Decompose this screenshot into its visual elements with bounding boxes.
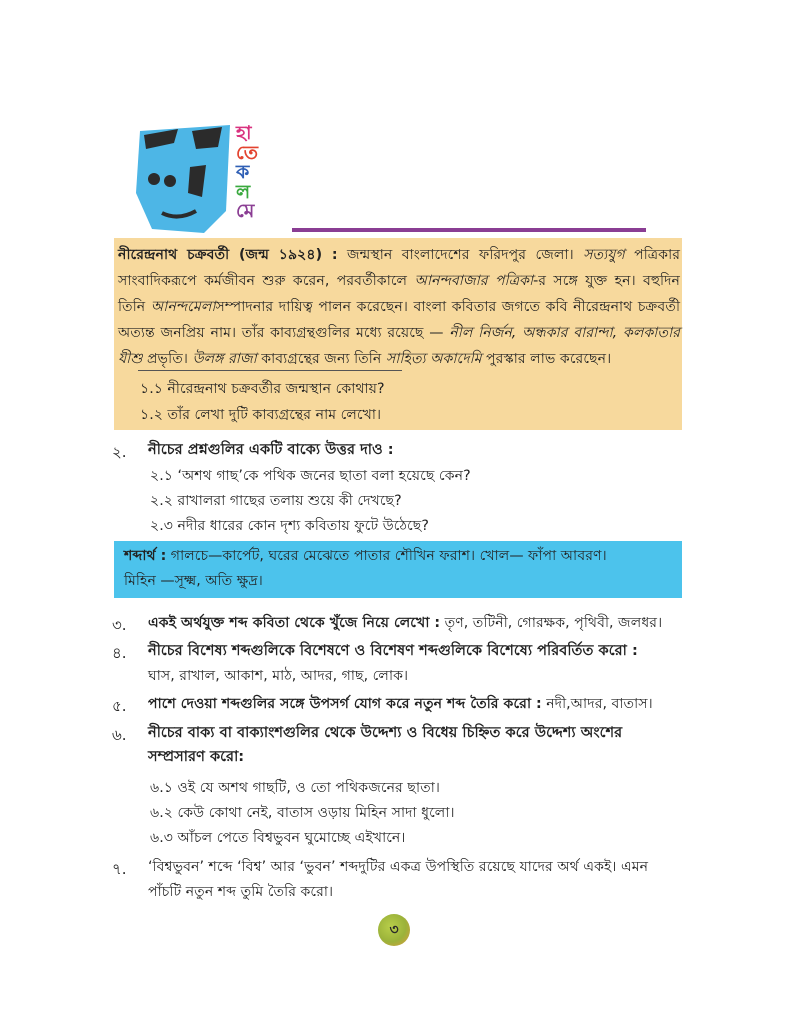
sub-question: ২.১ ‘অশথ গাছ’কে পথিক জনের ছাতা বলা হয়েছে কেন?: [150, 468, 471, 484]
bio-journal: আনন্দমেলা: [150, 299, 216, 315]
side-letter: মে: [236, 200, 255, 222]
word-meaning-line: গালচে—কার্পেট, ঘরের মেঝেতে পাতার শৌখিন ফরাশ। খোল— ফাঁপা আবরণ।: [170, 548, 607, 564]
bio-text: তিনি: [118, 299, 146, 315]
bio-divider: [138, 370, 402, 371]
question-heading: নীচের প্রশ্নগুলির একটি বাক্যে উত্তর দাও :: [148, 441, 394, 458]
sub-question: ২.৩ নদীর ধারের কোন দৃশ্য কবিতায় ফুটে উঠেছে?: [150, 518, 429, 534]
page-number: ৩: [378, 914, 410, 946]
bio-journal: সত্যযুগ: [583, 247, 625, 263]
question-words: ঘাস, রাখাল, আকাশ, মাঠ, আদর, গাছ, লোক।: [148, 668, 409, 684]
question-text: ‘বিশ্বভুবন’ শব্দে ‘বিশ্ব’ আর ‘ভুবন’ শব্দদুটির একত্র উপস্থিতি রয়েছে যাদের অর্থ একই। এমন: [148, 859, 649, 875]
question-text: পাঁচটি নতুন শব্দ তুমি তৈরি করো।: [148, 884, 334, 900]
author-name: নীরেন্দ্রনাথ চক্রবর্তী (জন্ম ১৯২৪) :: [118, 247, 338, 263]
word-meaning-text: [124, 544, 676, 594]
question-words: নদী,আদর, বাতাস।: [546, 696, 653, 712]
side-letter: হা: [236, 122, 252, 144]
question-number: ৭.: [112, 860, 127, 878]
word-meaning-line: মিহিন —সূক্ষ্ম, অতি ক্ষুদ্র।: [124, 573, 263, 589]
question-5: [148, 693, 688, 717]
bio-text: কাব্যগ্রন্থের জন্য তিনি: [261, 351, 382, 367]
bio-book-award: উলঙ্গ রাজা: [192, 351, 257, 367]
bio-text: সাংবাদিকরূপে কর্মজীবন শুরু করেন, পরবর্তীকালে: [118, 273, 408, 289]
author-bio-text: [118, 242, 680, 372]
question-number: ৪.: [112, 644, 127, 662]
question-number: ২.: [112, 443, 127, 461]
bio-books: যীশু: [118, 351, 143, 367]
bio-award: সাহিত্য অকাদেমি: [385, 351, 482, 367]
header-rule: [292, 228, 646, 232]
bio-question: ১.২ তাঁর লেখা দুটি কাব্যগ্রন্থের নাম লেখো।: [140, 407, 382, 423]
side-letter: তে: [236, 141, 258, 164]
side-letter: ল: [236, 180, 251, 203]
question-number: ৬.: [112, 726, 127, 744]
section-title-vertical: [236, 124, 262, 222]
bio-text: পুরস্কার লাভ করেছেন।: [486, 351, 612, 367]
question-heading: নীচের বাক্য বা বাক্যাংশগুলির থেকে উদ্দেশ্য ও বিধেয় চিহ্নিত করে উদ্দেশ্য অংশের: [148, 724, 623, 741]
sub-question: ২.২ রাখালরা গাছের তলায় শুয়ে কী দেখছে?: [150, 493, 402, 509]
sub-question: ৬.২ কেউ কোথা নেই, বাতাস ওড়ায় মিহিন সাদা ধুলো।: [150, 805, 455, 821]
question-3: [148, 612, 688, 636]
question-number: ৫.: [112, 697, 127, 715]
sub-question: ৬.১ ওই যে অশথ গাছটি, ও তো পথিকজনের ছাতা।: [150, 780, 440, 796]
question-heading: নীচের বিশেষ্য শব্দগুলিকে বিশেষণে ও বিশেষণ শব্দগুলিকে বিশেষ্যে পরিবর্তিত করো :: [148, 642, 638, 659]
bio-text: -র সঙ্গে যুক্ত হন। বহুদিন: [533, 273, 680, 289]
bio-text: প্রভৃতি।: [146, 351, 188, 367]
question-number: ৩.: [112, 616, 127, 634]
sub-question: ৬.৩ আঁচল পেতে বিশ্বভুবন ঘুমোচ্ছে এইখানে।: [150, 830, 406, 846]
question-words: তৃণ, তটিনী, গোরক্ষক, পৃথিবী, জলধর।: [444, 615, 663, 631]
side-letter: ক: [236, 161, 250, 183]
bio-question: ১.১ নীরেন্দ্রনাথ চক্রবর্তীর জন্মস্থান কোথায়?: [140, 381, 385, 397]
question-heading: একই অর্থযুক্ত শব্দ কবিতা থেকে খুঁজে নিয়ে লেখো :: [148, 615, 441, 631]
question-heading: পাশে দেওয়া শব্দগুলির সঙ্গে উপসর্গ যোগ করে নতুন শব্দ তৈরি করো :: [148, 696, 542, 712]
mask-face-icon: [134, 123, 234, 235]
bio-text: পত্রিকার: [634, 247, 681, 263]
word-meaning-label: শব্দার্থ :: [124, 548, 167, 564]
bio-text: সম্পাদনার দায়িত্ব পালন করেছেন। বাংলা কবিতার জগতে কবি নীরেন্দ্রনাথ চক্রবর্তী: [215, 299, 680, 315]
bio-journal: আনন্দবাজার পত্রিকা: [414, 273, 534, 289]
bio-books: নীল নির্জন, অন্ধকার বারান্দা, কলকাতার: [449, 325, 680, 341]
bio-text: জন্মস্থান বাংলাদেশের ফরিদপুর জেলা।: [346, 247, 574, 263]
bio-text: অত্যন্ত জনপ্রিয় নাম। তাঁর কাব্যগ্রন্থগুলির মধ্যে রয়েছে —: [118, 325, 444, 341]
question-heading: সম্প্রসারণ করো:: [148, 748, 245, 765]
